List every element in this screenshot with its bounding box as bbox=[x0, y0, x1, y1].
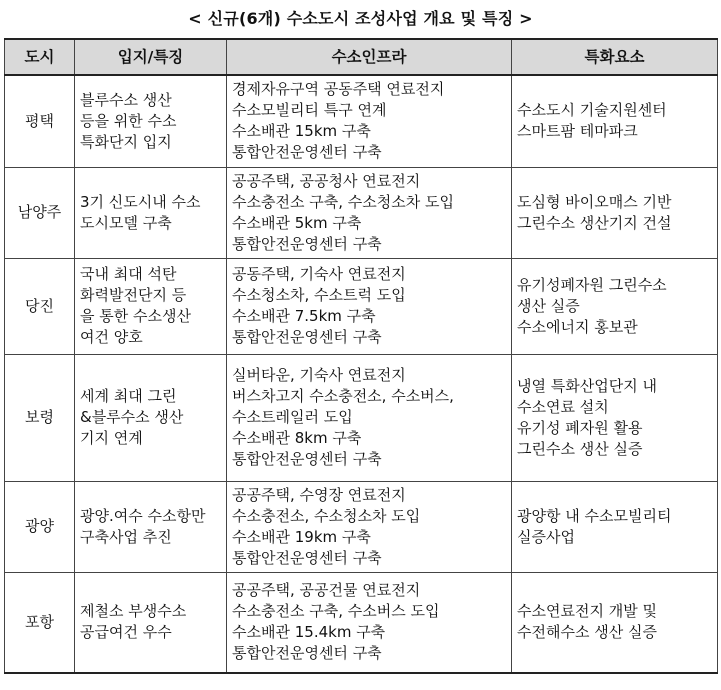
infra-line: 실버타운, 기숙사 연료전지 bbox=[232, 366, 406, 384]
special-cell bbox=[512, 481, 718, 572]
city-cell: 포항 bbox=[5, 572, 75, 673]
infra-cell bbox=[227, 572, 512, 673]
special-line: 수전해수소 생산 실증 bbox=[517, 623, 657, 642]
infra-line: 수소충전소, 수소청소차 도입 bbox=[232, 506, 421, 525]
special-line: 유기성 폐자원 활용 bbox=[517, 418, 643, 437]
special-cell bbox=[512, 258, 718, 354]
infra-line: 수소청소차, 수소트럭 도입 bbox=[232, 286, 406, 304]
feature-line: 제철소 부생수소 bbox=[80, 602, 187, 621]
city-cell: 당진 bbox=[5, 258, 75, 354]
special-cell bbox=[512, 572, 718, 673]
feature-line: 공급여건 우수 bbox=[80, 623, 172, 642]
table-row bbox=[5, 572, 718, 673]
infra-line: 버스차고지 수소충전소, 수소버스, bbox=[232, 387, 454, 405]
table-row bbox=[5, 167, 718, 258]
special-line: 유기성폐자원 그린수소 bbox=[517, 275, 667, 294]
infra-line: 공공주택, 공공청사 연료전지 bbox=[232, 171, 421, 190]
special-line: 수소도시 기술지원센터 bbox=[517, 101, 667, 120]
infra-line: 통합안전운영센터 구축 bbox=[232, 450, 382, 468]
special-cell bbox=[512, 167, 718, 258]
table-row bbox=[5, 481, 718, 572]
infra-line: 경제자유구역 공동주택 연료전지 bbox=[232, 80, 445, 99]
feature-line: 등을 위한 수소 bbox=[80, 111, 177, 130]
infra-cell bbox=[227, 481, 512, 572]
header-city: 도시 bbox=[5, 39, 75, 75]
special-line: 그린수소 생산 실증 bbox=[517, 439, 643, 458]
city-cell: 보령 bbox=[5, 354, 75, 481]
special-line: 수소연료전지 개발 및 bbox=[517, 602, 657, 621]
infra-line: 통합안전운영센터 구축 bbox=[232, 644, 382, 663]
special-line: 수소에너지 홍보관 bbox=[517, 317, 638, 336]
table-body bbox=[5, 75, 718, 673]
feature-cell bbox=[75, 75, 227, 167]
feature-line: 세계 최대 그린 bbox=[80, 387, 177, 405]
infra-line: 수소배관 15km 구축 bbox=[232, 122, 371, 141]
infra-line: 공동주택, 기숙사 연료전지 bbox=[232, 265, 406, 283]
infra-line: 공공주택, 공공건물 연료전지 bbox=[232, 581, 421, 600]
infra-cell bbox=[227, 258, 512, 354]
special-line: 광양항 내 수소모빌리티 bbox=[517, 506, 672, 525]
table-row bbox=[5, 75, 718, 167]
header-special: 특화요소 bbox=[512, 39, 718, 75]
special-line: 냉열 특화산업단지 내 bbox=[517, 376, 657, 395]
city-cell: 평택 bbox=[5, 75, 75, 167]
infra-line: 수소모빌리티 특구 연계 bbox=[232, 101, 387, 120]
infra-line: 수소배관 7.5km 구축 bbox=[232, 307, 376, 325]
special-cell bbox=[512, 354, 718, 481]
infra-cell bbox=[227, 354, 512, 481]
feature-line: 도시모델 구축 bbox=[80, 213, 172, 232]
special-line: 도심형 바이오매스 기반 bbox=[517, 192, 672, 211]
special-line: 실증사업 bbox=[517, 527, 575, 546]
infra-line: 수소배관 15.4km 구축 bbox=[232, 623, 386, 642]
table-header-row bbox=[5, 39, 718, 75]
infra-cell bbox=[227, 75, 512, 167]
special-line: 수소연료 설치 bbox=[517, 397, 609, 416]
infra-line: 수소배관 19km 구축 bbox=[232, 527, 371, 546]
special-line: 그린수소 생산기지 건설 bbox=[517, 213, 672, 232]
special-line: 스마트팜 테마파크 bbox=[517, 122, 638, 141]
city-cell: 남양주 bbox=[5, 167, 75, 258]
infra-line: 공공주택, 수영장 연료전지 bbox=[232, 485, 406, 504]
feature-line: 국내 최대 석탄 bbox=[80, 265, 177, 283]
header-feature: 입지/특징 bbox=[75, 39, 227, 75]
document-title: < 신규(6개) 수소도시 조성사업 개요 및 특징 > bbox=[188, 9, 533, 28]
feature-cell bbox=[75, 481, 227, 572]
infra-line: 수소트레일러 도입 bbox=[232, 408, 353, 426]
infra-line: 통합안전운영센터 구축 bbox=[232, 328, 382, 346]
header-infra: 수소인프라 bbox=[227, 39, 512, 75]
infra-line: 수소배관 5km 구축 bbox=[232, 213, 362, 232]
feature-line: 광양.여수 수소항만 bbox=[80, 506, 206, 525]
infra-line: 수소충전소 구축, 수소청소차 도입 bbox=[232, 192, 454, 211]
hydrogen-city-table bbox=[4, 38, 718, 674]
infra-line: 수소충전소 구축, 수소버스 도입 bbox=[232, 602, 440, 621]
table-row bbox=[5, 354, 718, 481]
feature-cell bbox=[75, 167, 227, 258]
infra-line: 수소배관 8km 구축 bbox=[232, 429, 362, 447]
feature-line: 3기 신도시내 수소 bbox=[80, 192, 201, 211]
feature-line: 기지 연계 bbox=[80, 429, 143, 447]
city-cell: 광양 bbox=[5, 481, 75, 572]
feature-cell bbox=[75, 258, 227, 354]
feature-line: 화력발전단지 등 bbox=[80, 286, 187, 304]
special-cell bbox=[512, 75, 718, 167]
feature-line: 구축사업 추진 bbox=[80, 527, 172, 546]
feature-line: &블루수소 생산 bbox=[80, 408, 184, 426]
feature-line: 을 통한 수소생산 bbox=[80, 307, 191, 325]
infra-line: 통합안전운영센터 구축 bbox=[232, 234, 382, 253]
feature-line: 블루수소 생산 bbox=[80, 90, 172, 109]
feature-line: 특화단지 입지 bbox=[80, 132, 172, 151]
infra-line: 통합안전운영센터 구축 bbox=[232, 143, 382, 162]
feature-cell bbox=[75, 572, 227, 673]
feature-cell bbox=[75, 354, 227, 481]
feature-line: 여건 양호 bbox=[80, 328, 143, 346]
special-line: 생산 실증 bbox=[517, 296, 580, 315]
table-row bbox=[5, 258, 718, 354]
infra-line: 통합안전운영센터 구축 bbox=[232, 548, 382, 567]
infra-cell bbox=[227, 167, 512, 258]
